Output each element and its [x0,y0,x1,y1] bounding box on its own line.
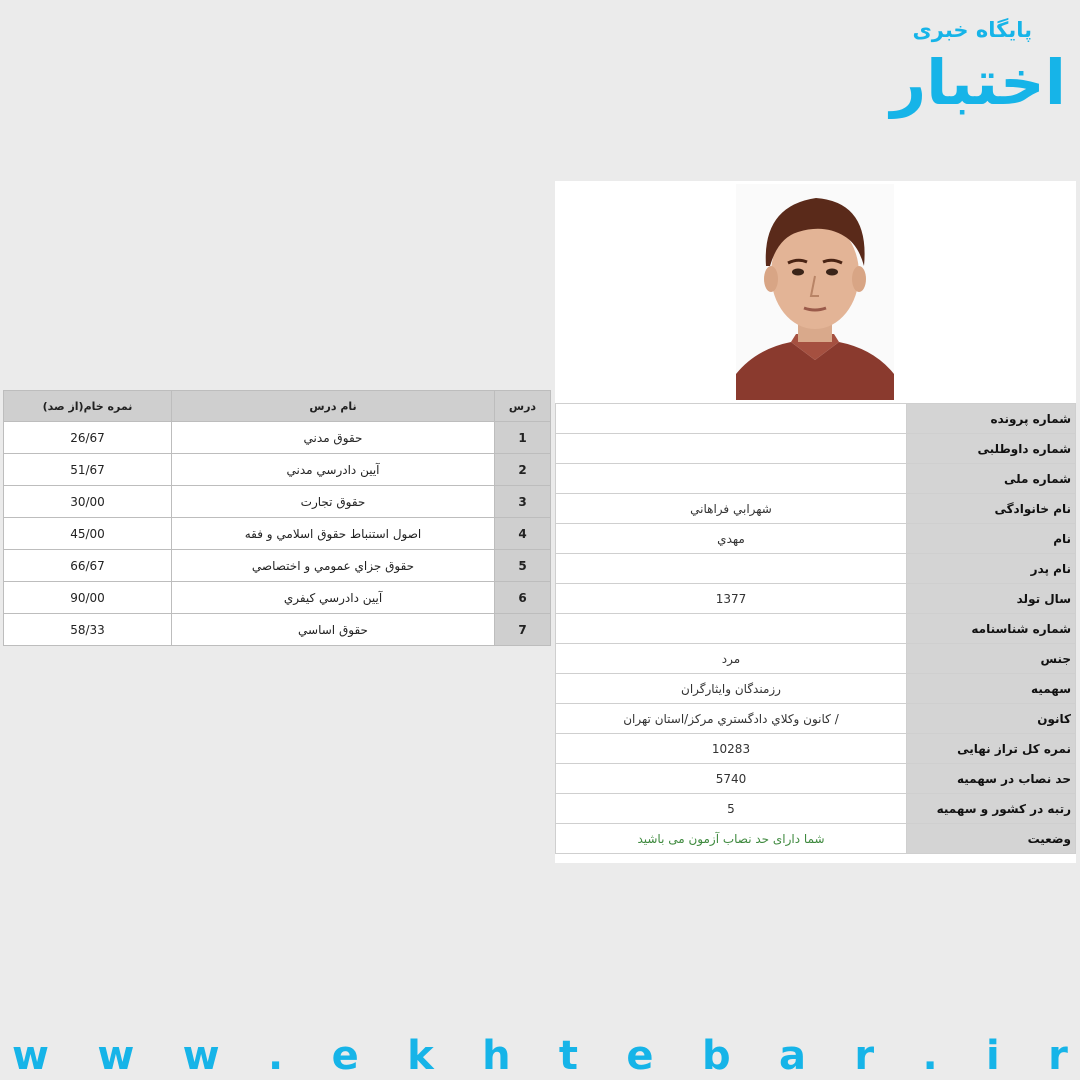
info-value: / كانون وكلاي دادگستري مركز/استان تهران [556,704,907,734]
info-value [556,554,907,584]
info-row [556,584,1076,614]
info-row [556,464,1076,494]
info-label: شماره ملی [907,464,1076,494]
scores-header-row [4,391,551,422]
info-label: حد نصاب در سهمیه [907,764,1076,794]
url-char: . [267,1033,284,1079]
candidate-info-table [555,403,1076,854]
info-row [556,674,1076,704]
header-course-name: نام درس [172,391,495,422]
score-row [4,550,551,582]
url-char: w [97,1033,135,1079]
url-char: w [12,1033,49,1079]
info-value [556,404,907,434]
course-name: اصول استنباط حقوق اسلامي و فقه [172,518,495,550]
url-char: e [331,1033,359,1079]
header-raw-score: نمره خام(از صد) [4,391,172,422]
url-char: e [626,1033,654,1079]
course-number: 3 [495,486,551,518]
site-logo[interactable] [860,14,1070,134]
candidate-card [555,181,1076,863]
info-value: 1377 [556,584,907,614]
info-row [556,434,1076,464]
info-value: رزمندگان وايثارگران [556,674,907,704]
url-char: i [986,1033,1000,1079]
raw-score: 66/67 [4,550,172,582]
info-label: وضعیت [907,824,1076,854]
url-char: w [182,1033,220,1079]
info-label: کانون [907,704,1076,734]
info-row [556,494,1076,524]
url-char: . [922,1033,938,1079]
url-char: r [1048,1033,1068,1079]
url-char: b [701,1033,731,1079]
info-label: شماره پرونده [907,404,1076,434]
score-row [4,422,551,454]
raw-score: 26/67 [4,422,172,454]
info-row [556,644,1076,674]
info-label: نام [907,524,1076,554]
course-name: حقوق تجارت [172,486,495,518]
info-label: سال تولد [907,584,1076,614]
info-value [556,614,907,644]
course-name: حقوق مدني [172,422,495,454]
logo-subtitle: پایگاه خبری [912,18,1032,42]
info-value: مرد [556,644,907,674]
candidate-photo [736,184,894,400]
course-name: آيين دادرسي كيفري [172,582,495,614]
course-number: 1 [495,422,551,454]
url-char: a [778,1033,806,1079]
info-label: رتبه در کشور و سهمیه [907,794,1076,824]
info-value [556,464,907,494]
info-value [556,434,907,464]
status-value: شما دارای حد نصاب آزمون می باشید [556,824,907,854]
info-label: سهمیه [907,674,1076,704]
info-value: شهرابي فراهاني [556,494,907,524]
course-number: 2 [495,454,551,486]
url-char: r [854,1033,875,1079]
website-url[interactable] [0,1034,1080,1078]
info-row [556,734,1076,764]
url-char: k [407,1033,434,1079]
course-number: 6 [495,582,551,614]
info-row [556,524,1076,554]
course-number: 4 [495,518,551,550]
photo-area [555,181,1076,403]
scores-table [3,390,551,646]
header-course-number: درس [495,391,551,422]
score-row [4,518,551,550]
info-label: جنس [907,644,1076,674]
info-row [556,794,1076,824]
url-char: h [482,1033,511,1079]
info-label: شماره شناسنامه [907,614,1076,644]
raw-score: 45/00 [4,518,172,550]
course-name: آيين دادرسي مدني [172,454,495,486]
course-name: حقوق اساسي [172,614,495,646]
info-value: 5740 [556,764,907,794]
info-label: نمره کل تراز نهایی [907,734,1076,764]
info-value: 10283 [556,734,907,764]
raw-score: 30/00 [4,486,172,518]
info-row [556,764,1076,794]
info-row [556,704,1076,734]
score-row [4,614,551,646]
info-label: نام خانوادگی [907,494,1076,524]
course-number: 7 [495,614,551,646]
url-char: t [558,1033,579,1079]
raw-score: 51/67 [4,454,172,486]
score-row [4,454,551,486]
logo-title: اختبار [890,46,1066,119]
course-name: حقوق جزاي عمومي و اختصاصي [172,550,495,582]
info-label: نام پدر [907,554,1076,584]
info-row [556,404,1076,434]
raw-score: 90/00 [4,582,172,614]
info-label: شماره داوطلبی [907,434,1076,464]
info-value: 5 [556,794,907,824]
score-row [4,582,551,614]
course-number: 5 [495,550,551,582]
info-row [556,824,1076,854]
raw-score: 58/33 [4,614,172,646]
score-row [4,486,551,518]
info-row [556,554,1076,584]
info-row [556,614,1076,644]
info-value: مهدي [556,524,907,554]
